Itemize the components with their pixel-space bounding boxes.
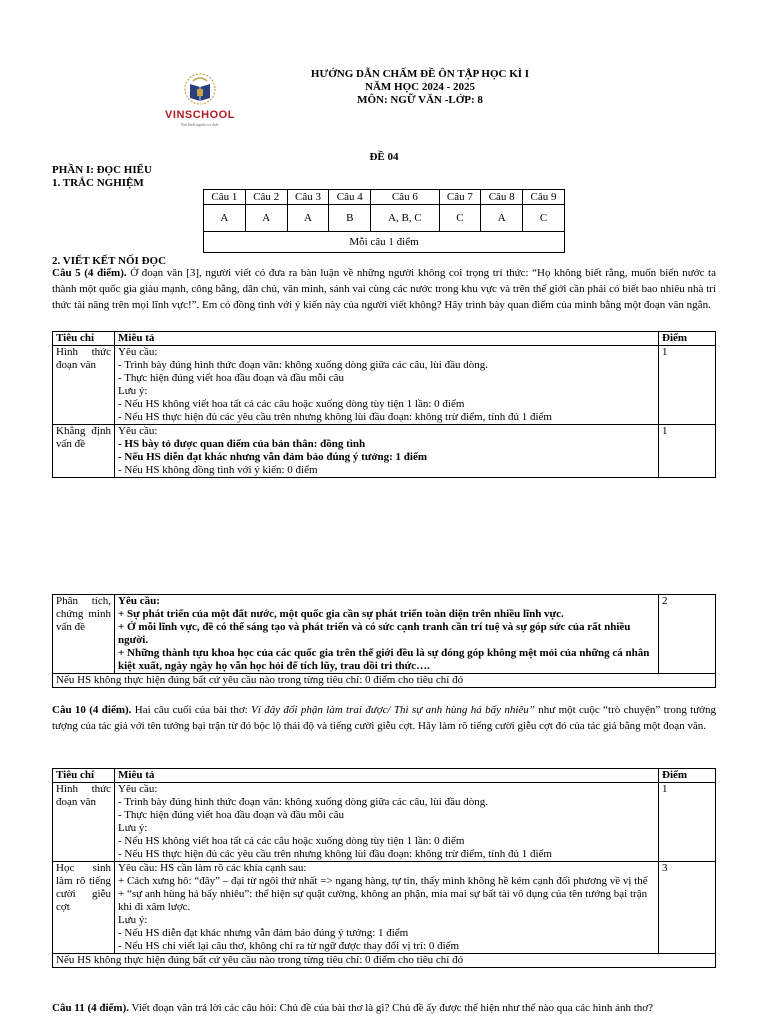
question-5 bbox=[52, 265, 716, 313]
header-criteria: Tiêu chí bbox=[53, 332, 115, 346]
question-10 bbox=[52, 702, 716, 734]
question-10-pre: Hai câu cuối của bài thơ: bbox=[131, 704, 252, 716]
mcq-answer-cell: B bbox=[329, 205, 371, 232]
question-11-label: Câu 11 (4 điểm). bbox=[52, 1002, 129, 1014]
question-5-text: Ở đoạn văn [3], người viết có đưa ra bàn luận về những người không coi trọng trí thức: “Họ không biết rằng, muốn biến nước ta thành một quốc gia giàu mạnh, công bằng, dân chủ, văn minh, sánh vai cùng các nước trong khu vực và trên thế giới cần phải có biết bao nhiêu nhà trí thức tài năng trên mọi lĩnh vực!”. Em có đồng tình với ý kiến này của người viết không? Hãy trình bày quan điểm của mình bằng một đoạn văn ngắn. bbox=[52, 267, 716, 311]
criteria-cell: Khẳng định vấn đề bbox=[53, 425, 115, 478]
rubric-table-q5-continued bbox=[52, 594, 716, 688]
part1-subheading: 1. TRẮC NGHIỆM bbox=[52, 177, 144, 189]
description-cell bbox=[115, 595, 659, 674]
header-line-2: NĂM HỌC 2024 - 2025 bbox=[365, 81, 475, 93]
table-footer-note: Nếu HS không thực hiện đúng bất cứ yêu cầu nào trong từng tiêu chí: 0 điểm cho tiêu chí đó bbox=[53, 674, 716, 688]
rubric-header-row bbox=[53, 332, 716, 346]
criteria-cell: Học sinh làm rõ tiếng cười giễu cợt bbox=[53, 862, 115, 954]
description-line: + Cách xưng hô: “đây” – đại từ ngôi thứ nhất => ngang hàng, tự tin, thấy mình không hề kém cạnh đối phương về vị thế bbox=[118, 875, 648, 887]
mcq-answer-cell: A bbox=[287, 205, 329, 232]
mcq-answer-cell: A bbox=[481, 205, 523, 232]
score-cell: 1 bbox=[659, 783, 716, 862]
question-10-quote: Ví đây đổi phận làm trai được/ Thì sự anh hùng há bấy nhiêu” bbox=[251, 704, 535, 716]
question-5-label: Câu 5 (4 điểm). bbox=[52, 267, 127, 279]
description-line: - Nếu HS diễn đạt khác nhưng vẫn đảm bảo đúng ý tưởng: 1 điểm bbox=[118, 927, 409, 939]
description-line: Yêu cầu: bbox=[118, 425, 158, 437]
book-crest-icon bbox=[183, 72, 217, 106]
description-line: - Nếu HS không viết hoa tất cả các câu hoặc xuống dòng tùy tiện 1 lần: 0 điểm bbox=[118, 835, 465, 847]
description-line: - Thực hiện đúng viết hoa đầu đoạn và đầu mỗi câu bbox=[118, 809, 344, 821]
table-footer-note: Nếu HS không thực hiện đúng bất cứ yêu cầu nào trong từng tiêu chí: 0 điểm cho tiêu chí đó bbox=[53, 954, 716, 968]
document-header bbox=[250, 68, 590, 107]
description-line: - Nếu HS không đồng tình với ý kiến: 0 điểm bbox=[118, 464, 318, 476]
description-line: - Nếu HS không viết hoa tất cả các câu hoặc xuống dòng tùy tiện 1 lần: 0 điểm bbox=[118, 398, 465, 410]
mcq-note: Mỗi câu 1 điểm bbox=[204, 232, 565, 253]
description-line: + Những thành tựu khoa học của các quốc gia trên thế giới đều là sự đóng góp không mệt mỏi của những cá nhân kiệt xuất, ngày ngày họ vẫn học hỏi để tích lũy, trau dồi tri thức…. bbox=[118, 647, 650, 672]
school-logo bbox=[160, 72, 240, 132]
question-10-post: như một cuộc “trò chuyện” trong tưởng tượng của tác giả với tên tướng bại trận từ đó bộc lộ thái độ và tiếng cười giễu cợt. Hãy làm rõ tiếng cười giễu cợt đó của tác giả bằng một đoạn văn. bbox=[52, 704, 717, 732]
header-description: Miêu tả bbox=[115, 769, 659, 783]
question-10-label: Câu 10 (4 điểm). bbox=[52, 704, 132, 716]
description-line: - Nếu HS chỉ viết lại câu thơ, không chỉ ra từ ngữ được thay đổi vị trí: 0 điểm bbox=[118, 940, 460, 952]
description-line: Lưu ý: bbox=[118, 822, 148, 834]
description-line: - HS bày tỏ được quan điểm của bản thân: đồng tình bbox=[118, 438, 366, 450]
mcq-answer-table bbox=[203, 189, 565, 253]
mcq-question-cell: Câu 7 bbox=[439, 190, 481, 205]
question-11 bbox=[52, 1000, 716, 1016]
question-11-text: Viết đoạn văn trả lời các câu hỏi: Chủ đề của bài thơ là gì? Chủ đề ấy được thể hiện như thế nào qua các hình ảnh thơ? bbox=[129, 1002, 653, 1014]
description-line: Lưu ý: bbox=[118, 914, 148, 926]
description-line: - Thực hiện đúng viết hoa đầu đoạn và đầu mỗi câu bbox=[118, 372, 344, 384]
description-line: + Sự phát triển của một đất nước, một quốc gia cần sự phát triển toàn diện trên nhiều lĩnh vực. bbox=[118, 608, 564, 620]
mcq-answer-row bbox=[204, 205, 565, 232]
table-footer-row bbox=[53, 954, 716, 968]
description-cell bbox=[115, 783, 659, 862]
mcq-answer-cell: C bbox=[439, 205, 481, 232]
mcq-answer-cell: C bbox=[523, 205, 565, 232]
mcq-note-row bbox=[204, 232, 565, 253]
criteria-cell: Hình thức đoạn văn bbox=[53, 783, 115, 862]
table-row bbox=[53, 346, 716, 425]
description-line: Lưu ý: bbox=[118, 385, 148, 397]
logo-tagline: Nơi khởi nguồn tri thức bbox=[181, 122, 219, 128]
description-line: Yêu cầu: bbox=[118, 595, 160, 607]
score-cell: 1 bbox=[659, 425, 716, 478]
mcq-question-cell: Câu 9 bbox=[523, 190, 565, 205]
header-score: Điểm bbox=[659, 332, 716, 346]
rubric-table-q10 bbox=[52, 768, 716, 968]
description-line: - Nếu HS diễn đạt khác nhưng vẫn đảm bảo đúng ý tưởng: 1 điểm bbox=[118, 451, 428, 463]
table-row bbox=[53, 425, 716, 478]
description-line: - Nếu HS thực hiện đủ các yêu cầu trên nhưng không lùi đầu đoạn: không trừ điểm, tính đủ 1 điểm bbox=[118, 848, 552, 860]
header-description: Miêu tả bbox=[115, 332, 659, 346]
logo-brand: VINSCHOOL bbox=[165, 109, 235, 121]
mcq-question-cell: Câu 1 bbox=[204, 190, 246, 205]
description-line: - Nếu HS thực hiện đủ các yêu cầu trên nhưng không lùi đầu đoạn: không trừ điểm, tính đủ 1 điểm bbox=[118, 411, 552, 423]
description-line: + Ở mỗi lĩnh vực, đề có thể sáng tạo và phát triển và có sức cạnh tranh cần trí tuệ và sự góp sức của rất nhiều người. bbox=[118, 621, 631, 646]
part2-heading: 2. VIẾT KẾT NỐI ĐỌC bbox=[52, 255, 167, 267]
score-cell: 2 bbox=[659, 595, 716, 674]
description-line: Yêu cầu: bbox=[118, 346, 158, 358]
header-score: Điểm bbox=[659, 769, 716, 783]
mcq-question-cell: Câu 3 bbox=[287, 190, 329, 205]
rubric-table-q5 bbox=[52, 331, 716, 478]
mcq-answer-cell: A, B, C bbox=[371, 205, 439, 232]
table-row bbox=[53, 595, 716, 674]
score-cell: 3 bbox=[659, 862, 716, 954]
criteria-cell: Hình thức đoạn văn bbox=[53, 346, 115, 425]
table-row bbox=[53, 783, 716, 862]
mcq-question-cell: Câu 8 bbox=[481, 190, 523, 205]
mcq-answer-cell: A bbox=[245, 205, 287, 232]
header-line-1: HƯỚNG DẪN CHẤM ĐỀ ÔN TẬP HỌC KÌ I bbox=[310, 68, 530, 80]
mcq-answer-cell: A bbox=[204, 205, 246, 232]
criteria-cell: Phân tích, chứng minh vấn đề bbox=[53, 595, 115, 674]
description-cell bbox=[115, 346, 659, 425]
table-footer-row bbox=[53, 674, 716, 688]
description-cell bbox=[115, 862, 659, 954]
table-row bbox=[53, 862, 716, 954]
description-line: - Trình bày đúng hình thức đoạn văn: không xuống dòng giữa các câu, lùi đầu dòng. bbox=[118, 359, 488, 371]
mcq-question-cell: Câu 4 bbox=[329, 190, 371, 205]
mcq-question-row bbox=[204, 190, 565, 205]
header-criteria: Tiêu chí bbox=[53, 769, 115, 783]
description-line: Yêu cầu: bbox=[118, 783, 158, 795]
description-line: Yêu cầu: HS cần làm rõ các khía cạnh sau: bbox=[118, 862, 307, 874]
mcq-question-cell: Câu 2 bbox=[245, 190, 287, 205]
description-line: + “sự anh hùng há bấy nhiêu”: thể hiện sự quật cường, không an phận, mỉa mai sự bất tài vô dụng của tên tướng bại trận khi đi xâm lược. bbox=[118, 888, 648, 913]
rubric-header-row bbox=[53, 769, 716, 783]
exam-number: ĐỀ 04 bbox=[369, 151, 399, 163]
mcq-question-cell: Câu 6 bbox=[371, 190, 439, 205]
header-line-3: MÔN: NGỮ VĂN -LỚP: 8 bbox=[357, 94, 483, 106]
description-cell bbox=[115, 425, 659, 478]
part1-heading: PHẦN I: ĐỌC HIỂU bbox=[52, 164, 152, 176]
description-line: - Trình bày đúng hình thức đoạn văn: không xuống dòng giữa các câu, lùi đầu dòng. bbox=[118, 796, 488, 808]
score-cell: 1 bbox=[659, 346, 716, 425]
